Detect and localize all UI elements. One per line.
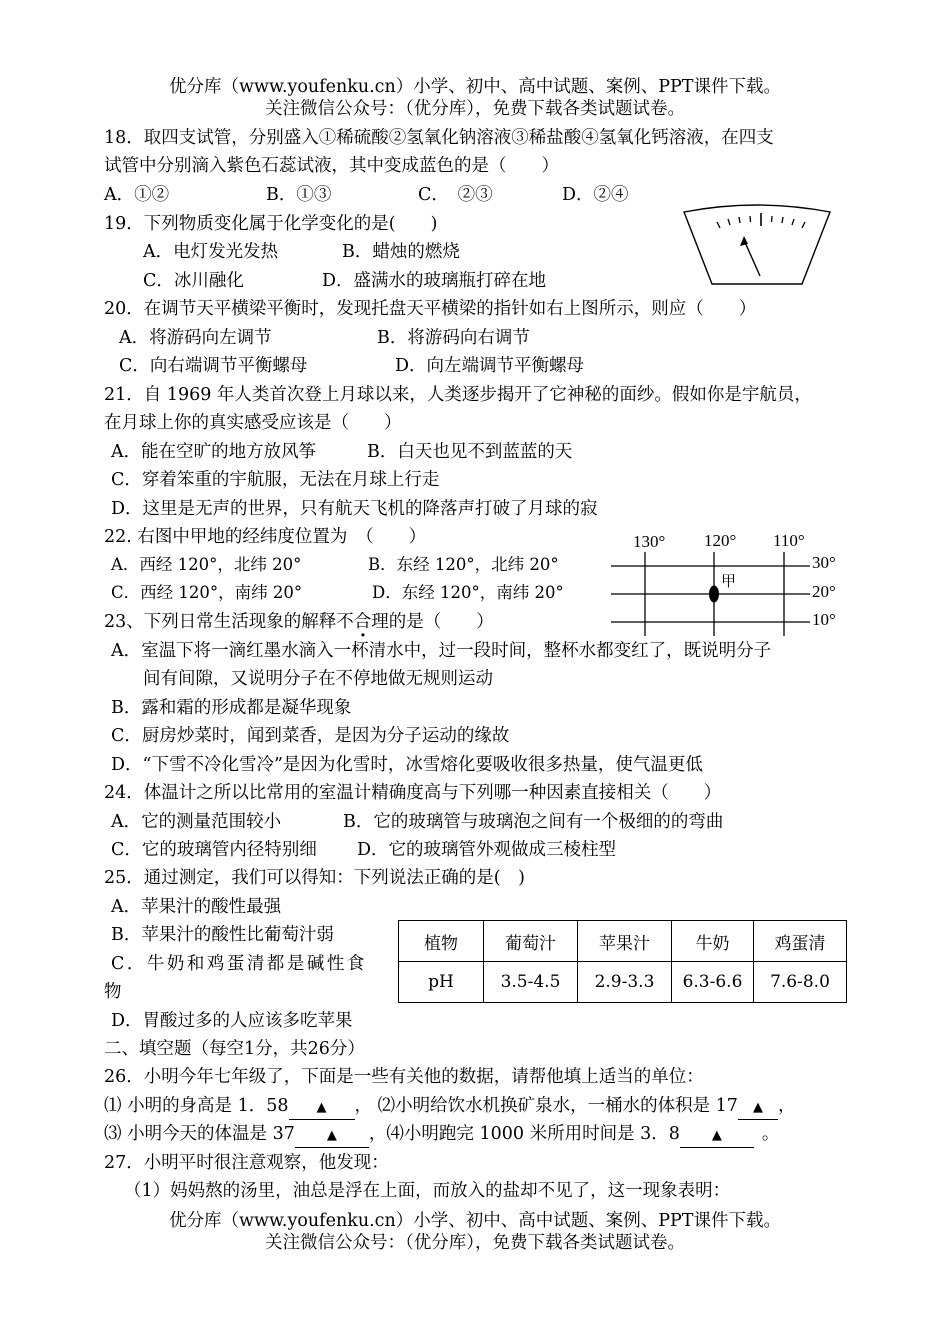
q26-period: 。 bbox=[761, 1124, 780, 1144]
q27-part-1: （1）妈妈熬的汤里，油总是浮在上面，而放入的盐却不见了，这一现象表明： bbox=[124, 1181, 731, 1201]
q22-option-c: C．西经 120°，南纬 20° bbox=[111, 583, 303, 602]
q23-option-c: C．厨房炒菜时，闻到菜香，是因为分子运动的缘故 bbox=[111, 726, 510, 746]
header-line-2: 关注微信公众号：（优分库），免费下载各类试题试卷。 bbox=[265, 99, 685, 119]
q18-stem-1: 18．取四支试管，分别盛入①稀硫酸②氢氧化钠溶液③稀盐酸④氢氧化钙溶液，在四支 bbox=[104, 128, 774, 148]
longitude-label: 120° bbox=[704, 531, 737, 550]
q20-option-a: A．将游码向左调节 bbox=[119, 328, 272, 348]
ph-table bbox=[398, 920, 847, 1003]
longitude-label: 130° bbox=[633, 532, 666, 551]
q18-option-b: B．①③ bbox=[266, 185, 332, 205]
q24-stem: 24．体温计之所以比常用的室温计精确度高与下列哪一种因素直接相关（ ） bbox=[104, 783, 722, 803]
table-cell: 3.5-4.5 bbox=[484, 962, 578, 1003]
table-header-cell: 葡萄汁 bbox=[484, 921, 578, 962]
q22-option-a: A．西经 120°，北纬 20° bbox=[111, 555, 302, 574]
q26-part-4: ，⑷小明跑完 1000 米所用时间是 3．8 bbox=[368, 1124, 680, 1144]
q21-option-b: B．白天也见不到蓝蓝的天 bbox=[367, 442, 573, 462]
q26-stem: 26．小明今年七年级了，下面是一些有关他的数据，请帮他填上适当的单位： bbox=[104, 1067, 704, 1087]
point-marker bbox=[709, 586, 719, 603]
q23-stem-pre: 23、下列日常生活现象的解释 bbox=[104, 612, 337, 632]
q22-option-b: B．东经 120°，北纬 20° bbox=[368, 555, 559, 574]
q25-option-c-line-1: C．牛奶和鸡蛋清都是碱性食 bbox=[111, 954, 367, 974]
q21-option-d: D．这里是无声的世界，只有航天飞机的降落声打破了月球的寂 bbox=[111, 499, 598, 519]
q26-line-2 bbox=[104, 1123, 779, 1148]
section-2-title: 二、填空题（每空1分，共26分） bbox=[104, 1039, 365, 1059]
q25-option-b: B．苹果汁的酸性比葡萄汁弱 bbox=[111, 925, 334, 945]
q19-stem: 19．下列物质变化属于化学变化的是( ) bbox=[104, 214, 438, 234]
latitude-label: 10° bbox=[812, 610, 836, 629]
table-header-cell: 牛奶 bbox=[672, 921, 754, 962]
q24-option-d: D．它的玻璃管外观做成三棱柱型 bbox=[357, 840, 617, 860]
q26-part-1: ⑴ 小明的身高是 1．58 bbox=[104, 1096, 289, 1116]
q20-option-b: B．将游码向右调节 bbox=[377, 328, 530, 348]
q18-option-a: A．①② bbox=[104, 185, 170, 205]
q26-blank-2[interactable]: ▲ bbox=[738, 1097, 778, 1120]
q23-stem bbox=[104, 611, 494, 633]
table-cell: pH bbox=[399, 962, 484, 1003]
q24-option-c: C．它的玻璃管内径特别细 bbox=[111, 840, 317, 860]
q24-option-a: A．它的测量范围较小 bbox=[111, 812, 282, 832]
q26-blank-1[interactable]: ▲ bbox=[289, 1097, 355, 1120]
q26-line-1 bbox=[104, 1095, 795, 1120]
table-cell: 7.6-8.0 bbox=[754, 962, 847, 1003]
q21-stem-2: 在月球上你的真实感受应该是（ ） bbox=[104, 413, 402, 433]
q25-option-a: A．苹果汁的酸性最强 bbox=[111, 897, 282, 917]
point-label: 甲 bbox=[721, 574, 737, 590]
q23-stem-emphasis: 不合理 bbox=[336, 612, 389, 632]
q19-option-a: A．电灯发光发热 bbox=[143, 242, 279, 262]
q19-option-b: B．蜡烛的燃烧 bbox=[342, 242, 460, 262]
q26-part-3: ⑶ 小明今天的体温是 37 bbox=[104, 1124, 295, 1144]
q24-option-b: B．它的玻璃管与玻璃泡之间有一个极细的的弯曲 bbox=[343, 812, 724, 832]
q23-option-b: B．露和霜的形成都是凝华现象 bbox=[111, 698, 352, 718]
q18-option-c: C． ②③ bbox=[418, 185, 493, 205]
q23-stem-post: 的是（ ） bbox=[388, 612, 494, 632]
table-header-cell: 苹果汁 bbox=[578, 921, 672, 962]
latitude-label: 20° bbox=[812, 582, 836, 601]
lat-long-grid-map bbox=[600, 528, 850, 640]
q20-option-c: C．向右端调节平衡螺母 bbox=[119, 356, 308, 376]
q26-comma: ， bbox=[777, 1096, 796, 1116]
header-line-1: 优分库（www.youfenku.cn）小学、初中、高中试题、案例、PPT课件下载。 bbox=[169, 77, 781, 97]
q23-option-a-line-1: A．室温下将一滴红墨水滴入一杯清水中，过一段时间，整杯水都变红了，既说明分子 bbox=[111, 641, 772, 661]
table-cell: 6.3-6.6 bbox=[672, 962, 754, 1003]
q25-option-c-line-2: 物 bbox=[104, 982, 122, 1002]
q25-stem: 25．通过测定，我们可以得知：下列说法正确的是( ) bbox=[104, 868, 525, 888]
q21-stem-1: 21．自 1969 年人类首次登上月球以来，人类逐步揭开了它神秘的面纱。假如你是宇航员， bbox=[104, 385, 812, 405]
table-header-cell: 植物 bbox=[399, 921, 484, 962]
q22-stem: 22. 右图中甲地的经纬度位置为 （ ） bbox=[104, 527, 427, 547]
q23-option-a-line-2: 间有间隙，又说明分子在不停地做无规则运动 bbox=[143, 669, 493, 689]
table-row bbox=[399, 962, 847, 1003]
q19-option-c: C．冰川融化 bbox=[143, 271, 244, 291]
longitude-label: 110° bbox=[773, 531, 805, 550]
q18-option-d: D．②④ bbox=[562, 185, 629, 205]
q23-option-d: D．“下雪不冷化雪冷”是因为化雪时，冰雪熔化要吸收很多热量，使气温更低 bbox=[111, 755, 703, 775]
q26-blank-4[interactable]: ▲ bbox=[680, 1125, 754, 1148]
q25-option-d: D．胃酸过多的人应该多吃苹果 bbox=[111, 1011, 353, 1031]
q19-option-d: D．盛满水的玻璃瓶打碎在地 bbox=[322, 271, 547, 291]
table-header-cell: 鸡蛋清 bbox=[754, 921, 847, 962]
q22-option-d: D．东经 120°，南纬 20° bbox=[372, 583, 564, 602]
table-row bbox=[399, 921, 847, 962]
q20-stem: 20．在调节天平横梁平衡时，发现托盘天平横梁的指针如右上图所示，则应（ ） bbox=[104, 299, 757, 319]
q27-stem: 27．小明平时很注意观察，他发现： bbox=[104, 1153, 389, 1173]
q20-option-d: D．向左端调节平衡螺母 bbox=[395, 356, 585, 376]
footer-line-2: 关注微信公众号：（优分库），免费下载各类试题试卷。 bbox=[265, 1233, 685, 1253]
q21-option-c: C．穿着笨重的宇航服，无法在月球上行走 bbox=[111, 470, 440, 490]
latitude-label: 30° bbox=[812, 553, 836, 572]
q18-stem-2: 试管中分别滴入紫色石蕊试液，其中变成蓝色的是（ ） bbox=[104, 156, 559, 176]
q21-option-a: A．能在空旷的地方放风筝 bbox=[111, 442, 317, 462]
table-cell: 2.9-3.3 bbox=[578, 962, 672, 1003]
q26-blank-3[interactable]: ▲ bbox=[295, 1125, 369, 1148]
balance-pointer-figure bbox=[682, 204, 832, 288]
q26-part-2: ， ⑵小明给饮水机换矿泉水，一桶水的体积是 17 bbox=[354, 1096, 738, 1116]
footer-line-1: 优分库（www.youfenku.cn）小学、初中、高中试题、案例、PPT课件下载。 bbox=[169, 1211, 781, 1231]
